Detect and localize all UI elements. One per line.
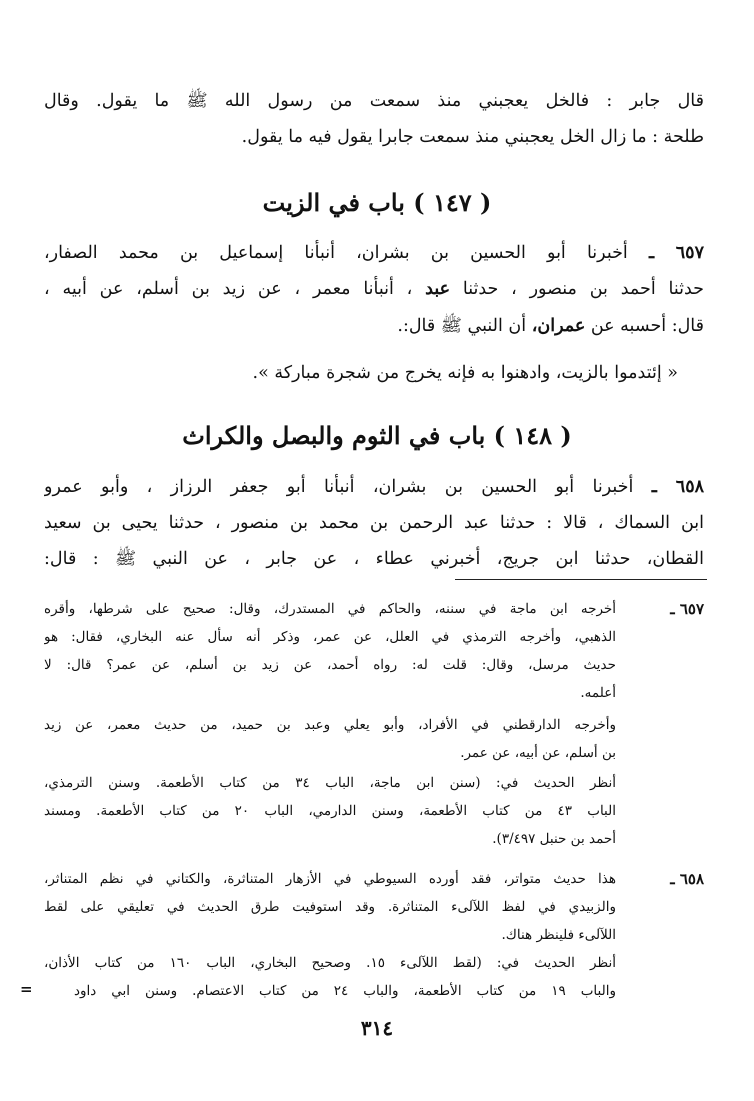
hadith-657-line-2 bbox=[44, 274, 704, 304]
hadith-657-text-1: أخبرنا أبو الحسين بن بشران، أنبأنا إسماعيل بن محمد الصفار، bbox=[44, 243, 628, 263]
footnote-658-line: والباب ١٩ من كتاب الأطعمة، والباب ٢٤ من كتاب الاعتصام. وسنن ابي داود bbox=[74, 983, 616, 999]
hadith-657-text-2a: حدثنا أحمد بن منصور ، حدثنا bbox=[450, 279, 704, 299]
hadith-657-line-3 bbox=[44, 311, 704, 341]
hadith-657-text-2b: ، أنبأنا معمر ، عن زيد بن أسلم، عن أبيه ، bbox=[44, 279, 426, 299]
hadith-657-text-3b: أن النبي ﷺ قال:. bbox=[397, 316, 532, 336]
hadith-658-number: ٦٥٨ ـ bbox=[651, 477, 704, 497]
footnote-657 bbox=[44, 596, 704, 848]
footnote-separator bbox=[455, 579, 707, 580]
footnote-657-line: أخرجه ابن ماجة في سننه، والحاكم في المستدرك، وقال: صحيح على شرطها، وأقره bbox=[44, 601, 616, 617]
hadith-657-text-3a: قال: أحسبه عن bbox=[585, 316, 704, 336]
footnote-657-line: الذهبي، وأخرجه الترمذي في العلل، عن عمر، وذكر أنه سأل عنه البخاري، فقال: هو bbox=[44, 629, 616, 645]
hadith-657-marked-name: عبد bbox=[425, 279, 451, 299]
hadith-658-line-3: القطان، حدثنا ابن جريج، أخبرني عطاء ، عن جابر ، عن النبي ﷺ : قال: bbox=[44, 549, 704, 569]
hadith-657-line-1 bbox=[44, 238, 704, 268]
footnote-658-line: اللآلىء فلينظر هناك. bbox=[501, 927, 616, 943]
hadith-658-text-1: أخبرنا أبو الحسين بن بشران، أنبأنا أبو جعفر الرزاز ، وأبو عمرو bbox=[44, 477, 634, 497]
hadith-657-number: ٦٥٧ ـ bbox=[648, 243, 704, 263]
hadith-658-line-2: ابن السماك ، قالا : حدثنا عبد الرحمن بن محمد بن منصور ، حدثنا يحيى بن سعيد bbox=[44, 513, 704, 533]
footnote-658-number: ٦٥٨ ـ bbox=[670, 870, 704, 888]
footnote-657-line: أعلمه. bbox=[580, 685, 616, 701]
footnote-657-line: أنظر الحديث في: (سنن ابن ماجة، الباب ٣٤ من كتاب الأطعمة. وسنن الترمذي، bbox=[44, 775, 616, 791]
footnote-658-line: أنظر الحديث في: (لقط اللآلىء ١٥. وصحيح البخاري، الباب ١٦٠ من كتاب الأذان، bbox=[44, 955, 616, 971]
footnote-657-line: وأخرجه الدارقطني في الأفراد، وأبو يعلي وعبد بن حميد، من حديث معمر، عن زيد bbox=[44, 717, 616, 733]
chapter-148-title: ( ١٤٨ ) باب في الثوم والبصل والكراث bbox=[182, 421, 572, 450]
footnote-657-number: ٦٥٧ ـ bbox=[670, 600, 704, 618]
footnote-657-line: الباب ٤٣ من كتاب الأطعمة، وسنن الدارمي، الباب ٢٠ من كتاب الأطعمة. ومسند bbox=[44, 803, 616, 819]
hadith-657-quote: « إئتدموا بالزيت، وادهنوا به فإنه يخرج من شجرة مباركة ». bbox=[252, 363, 678, 383]
footnote-657-line: أحمد بن حنبل ٣/٤٩٧). bbox=[492, 831, 616, 847]
intro-line-1: قال جابر : فالخل يعجبني منذ سمعت من رسول الله ﷺ ما يقول. وقال bbox=[44, 91, 704, 111]
footnote-658-line: هذا حديث متواتر، فقد أورده السيوطي في الأزهار المتناثرة، والكتاني في نظم المتناثر، bbox=[44, 871, 616, 887]
continuation-mark: = bbox=[20, 980, 33, 998]
footnote-657-line: حديث مرسل، وقال: قلت له: رواه أحمد، عن زيد بن أسلم، عن عمر؟ قال: لا bbox=[44, 657, 616, 673]
intro-line-2: طلحة : ما زال الخل يعجبني منذ سمعت جابرا يقول فيه ما يقول. bbox=[241, 127, 704, 147]
hadith-658-line-1 bbox=[44, 472, 704, 502]
footnote-658 bbox=[44, 866, 704, 1006]
footnote-658-line: والزبيدي في لفظ اللآلىء المتناثرة. وقد استوفيت طرق الحديث في تعليقي على لقط bbox=[44, 899, 616, 915]
hadith-657-marked-imran: عمران، bbox=[531, 316, 586, 336]
chapter-147-title: ( ١٤٧ ) باب في الزيت bbox=[262, 188, 492, 217]
page-number: ٣١٤ bbox=[360, 1016, 394, 1040]
footnote-657-line: بن أسلم، عن أبيه، عن عمر. bbox=[460, 745, 616, 761]
